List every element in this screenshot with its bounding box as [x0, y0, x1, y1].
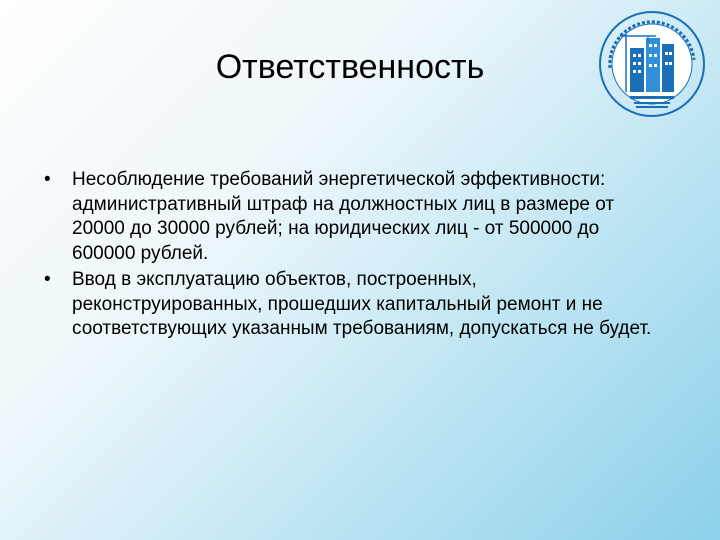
- slide-title: Ответственность: [215, 48, 485, 86]
- bullet-text: Несоблюдение требований энергетической эффективности: административный штраф на должностных лиц в размере от 20000 до 30000 рублей; на юридических лиц - от 500000 до 600000 рублей.: [72, 169, 615, 264]
- bullet-list: [44, 168, 654, 344]
- organization-logo-icon: [596, 8, 708, 126]
- bullet-item: [44, 268, 654, 342]
- bullet-marker: •: [44, 169, 51, 190]
- bullet-item: [44, 168, 654, 266]
- bullet-text: Ввод в эксплуатацию объектов, построенных, реконструированных, прошедших капитальный ремонт и не соответствующих указанным требованиям, допускаться не будет.: [72, 269, 652, 339]
- bullet-marker: •: [44, 269, 51, 290]
